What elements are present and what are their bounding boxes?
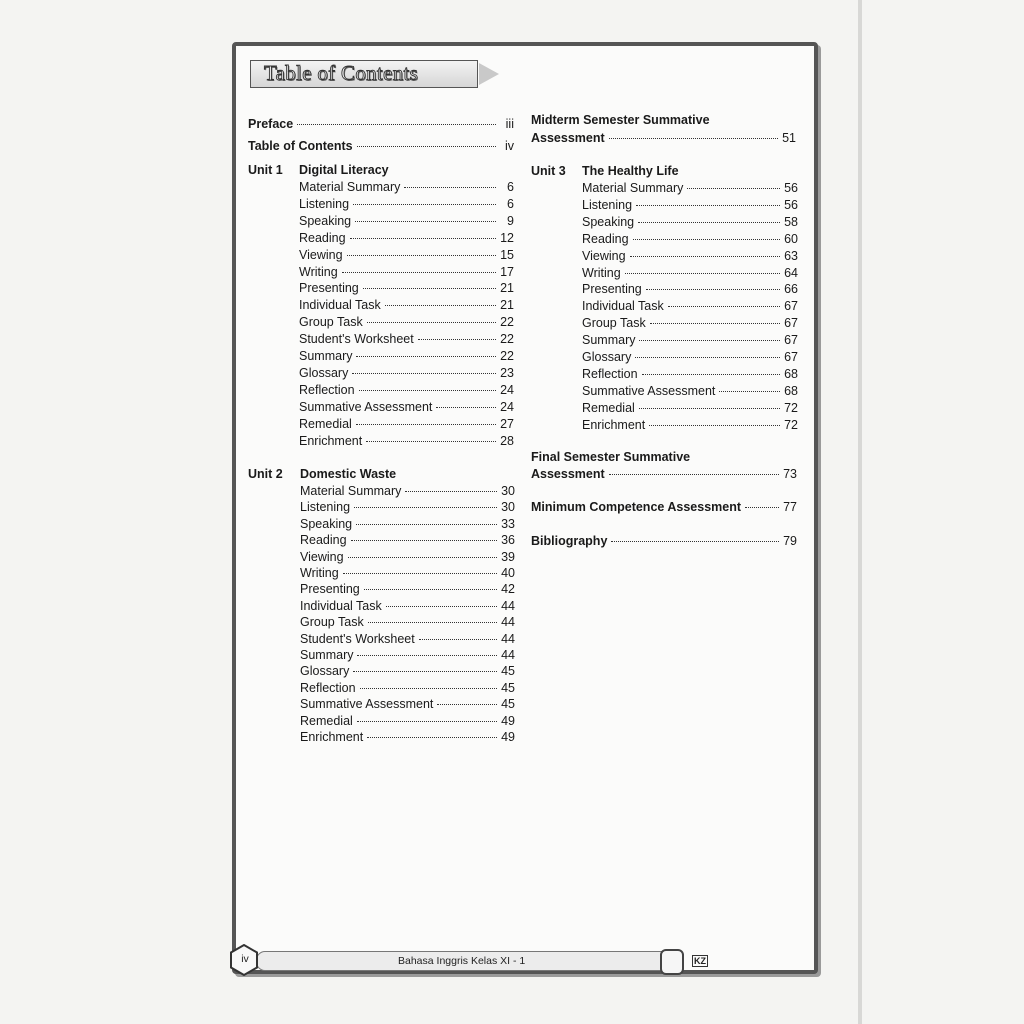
- unit-1-number: Unit 1: [248, 163, 283, 177]
- toc-entry[interactable]: [582, 315, 798, 331]
- toc-entry-page: 51: [782, 131, 796, 145]
- leader-dots: [368, 622, 497, 623]
- unit-1-title[interactable]: Digital Literacy: [299, 163, 389, 177]
- toc-entry-final[interactable]: [531, 466, 797, 482]
- toc-entry-page: 17: [500, 264, 514, 279]
- unit-2-number: Unit 2: [248, 467, 283, 481]
- leader-dots: [363, 288, 496, 289]
- toc-entry[interactable]: [299, 314, 514, 330]
- toc-entry-label: Enrichment: [582, 417, 646, 432]
- toc-entry-page: 30: [501, 484, 515, 498]
- leader-dots: [625, 273, 780, 274]
- leader-dots: [355, 221, 496, 222]
- leader-dots: [609, 138, 778, 139]
- leader-dots: [356, 424, 496, 425]
- toc-entry[interactable]: [582, 298, 798, 314]
- toc-entry-label: Summative Assessment: [582, 383, 716, 398]
- toc-entry-page: 73: [783, 467, 797, 481]
- toc-entry-page: 67: [784, 316, 798, 331]
- final-heading[interactable]: Final Semester Summative: [531, 450, 691, 464]
- toc-entry-page: 21: [500, 298, 514, 313]
- leader-dots: [385, 305, 496, 306]
- toc-entry[interactable]: [300, 516, 515, 532]
- toc-entry-label: Summary: [299, 349, 353, 363]
- leader-dots: [633, 239, 780, 240]
- toc-entry-label: Presenting: [300, 582, 360, 597]
- toc-entry-page: 33: [501, 516, 515, 531]
- toc-entry-label: Speaking: [582, 214, 635, 229]
- leader-dots: [367, 322, 496, 323]
- leader-dots: [405, 491, 497, 492]
- leader-dots: [419, 639, 497, 640]
- toc-entry-page: 67: [784, 333, 798, 348]
- leader-dots: [436, 407, 496, 408]
- toc-entry-label: Summative Assessment: [299, 399, 433, 414]
- toc-entry-page: 45: [501, 697, 515, 712]
- leader-dots: [437, 704, 497, 705]
- toc-entry-label: Reading: [300, 533, 347, 548]
- leader-dots: [342, 272, 496, 273]
- toc-entry-page: 27: [500, 416, 514, 431]
- toc-entry[interactable]: [582, 180, 798, 196]
- leader-dots: [635, 357, 780, 358]
- toc-entry-label: Writing: [299, 264, 338, 279]
- toc-entry-label: Summary: [582, 333, 636, 348]
- leader-dots: [367, 737, 497, 738]
- toc-entry-label: Reflection: [582, 366, 638, 381]
- footer-book-title: Bahasa Inggris Kelas XI - 1: [398, 955, 526, 967]
- toc-entry[interactable]: [582, 417, 798, 433]
- toc-entry-label: Material Summary: [300, 484, 402, 498]
- toc-entry-label: Viewing: [299, 247, 343, 262]
- toc-entry[interactable]: [582, 214, 798, 230]
- toc-entry-page: 58: [784, 214, 798, 229]
- toc-entry-label: Table of Contents: [248, 139, 353, 153]
- toc-entry[interactable]: [300, 696, 515, 712]
- toc-entry-label: Group Task: [300, 615, 364, 630]
- leader-dots: [668, 306, 780, 307]
- toc-entry-page: 23: [500, 365, 514, 380]
- leader-dots: [745, 507, 779, 508]
- toc-entry[interactable]: [299, 399, 514, 415]
- toc-entry[interactable]: [300, 499, 515, 515]
- toc-entry-page: iv: [504, 139, 514, 153]
- toc-entry-page: 24: [500, 399, 514, 414]
- unit-3-title[interactable]: The Healthy Life: [582, 164, 679, 178]
- toc-entry-label: Summative Assessment: [300, 697, 434, 712]
- toc-entry-page: 66: [784, 282, 798, 297]
- leader-dots: [359, 390, 496, 391]
- toc-entry-page: 40: [501, 566, 515, 580]
- toc-entry-page: 6: [507, 196, 514, 211]
- toc-entry[interactable]: [299, 247, 514, 263]
- leader-dots: [343, 573, 497, 574]
- leader-dots: [356, 524, 497, 525]
- leader-dots: [649, 425, 780, 426]
- toc-entry-page: 79: [783, 534, 797, 548]
- leader-dots: [353, 671, 497, 672]
- leader-dots: [404, 187, 496, 188]
- leader-dots: [364, 589, 497, 590]
- toc-entry-minimum-competence[interactable]: [531, 499, 797, 515]
- toc-entry-label: Assessment: [531, 131, 605, 145]
- leader-dots: [646, 289, 780, 290]
- toc-entry-page: 15: [500, 247, 514, 262]
- leader-dots: [609, 474, 779, 475]
- toc-entry-label: Listening: [299, 196, 350, 211]
- toc-entry-page: 9: [507, 213, 514, 228]
- leader-dots: [348, 557, 497, 558]
- toc-entry[interactable]: [299, 230, 514, 246]
- leader-dots: [352, 373, 496, 374]
- toc-entry[interactable]: [299, 331, 514, 347]
- toc-entry-page: 44: [501, 631, 515, 646]
- toc-entry[interactable]: [299, 264, 514, 280]
- toc-entry-page: 44: [501, 615, 515, 630]
- toc-entry-page: 49: [501, 713, 515, 728]
- leader-dots: [636, 205, 780, 206]
- toc-entry[interactable]: [300, 713, 515, 729]
- toc-entry-label: Group Task: [299, 315, 363, 330]
- toc-entry-label: Reading: [299, 230, 346, 245]
- toc-entry-page: 44: [501, 648, 515, 662]
- toc-entry-label: Summary: [300, 648, 354, 662]
- toc-entry-page: 64: [784, 265, 798, 280]
- toc-entry[interactable]: [582, 400, 798, 416]
- toc-entry-label: Preface: [248, 117, 294, 131]
- toc-entry-page: 42: [501, 582, 515, 597]
- toc-entry[interactable]: [582, 248, 798, 264]
- leader-dots: [350, 238, 496, 239]
- toc-entry-page: 44: [501, 598, 515, 613]
- toc-entry-label: Reflection: [299, 382, 355, 397]
- toc-entry-label: Listening: [582, 197, 633, 212]
- toc-entry[interactable]: [300, 549, 515, 565]
- toc-entry-page: 45: [501, 664, 515, 679]
- toc-entry-page: 77: [783, 500, 797, 514]
- toc-entry[interactable]: [300, 483, 515, 499]
- toc-entry[interactable]: [582, 281, 798, 297]
- toc-entry-label: Listening: [300, 500, 351, 515]
- midterm-heading[interactable]: Midterm Semester Summative: [531, 113, 710, 127]
- toc-entry[interactable]: [582, 197, 798, 213]
- leader-dots: [353, 204, 496, 205]
- toc-entry[interactable]: [582, 265, 798, 281]
- toc-entry[interactable]: [299, 179, 514, 195]
- leader-dots: [639, 340, 780, 341]
- toc-entry-label: Individual Task: [300, 598, 382, 613]
- toc-entry-page: 72: [784, 400, 798, 415]
- toc-entry-label: Enrichment: [300, 730, 364, 744]
- leader-dots: [357, 655, 497, 656]
- toc-entry-page: 49: [501, 730, 515, 744]
- toc-entry-page: 68: [784, 366, 798, 381]
- leader-dots: [366, 441, 496, 442]
- toc-entry-page: 45: [501, 680, 515, 695]
- toc-entry-page: 12: [500, 230, 514, 245]
- footer-bar-cap: [660, 949, 684, 975]
- toc-entry[interactable]: [582, 366, 798, 382]
- toc-entry-label: Group Task: [582, 316, 646, 331]
- toc-entry-page: 60: [784, 231, 798, 246]
- toc-entry-label: Viewing: [582, 248, 626, 263]
- toc-entry[interactable]: [299, 196, 514, 212]
- page-edge: [858, 0, 862, 1024]
- toc-entry[interactable]: [300, 663, 515, 679]
- toc-entry-label: Remedial: [299, 416, 352, 431]
- toc-entry-page: 22: [500, 332, 514, 347]
- toc-entry-label: Reflection: [300, 680, 356, 695]
- toc-entry-page: 67: [784, 350, 798, 364]
- page-title: Table of Contents: [264, 61, 419, 85]
- toc-entry[interactable]: [582, 332, 798, 348]
- leader-dots: [650, 323, 780, 324]
- toc-entry-label: Speaking: [299, 213, 352, 228]
- leader-dots: [356, 356, 496, 357]
- toc-entry-page: 56: [784, 181, 798, 195]
- toc-entry-label: Glossary: [582, 350, 632, 364]
- toc-entry-label: Glossary: [300, 664, 350, 679]
- leader-dots: [360, 688, 497, 689]
- toc-entry[interactable]: [299, 213, 514, 229]
- toc-entry-bibliography[interactable]: [531, 533, 797, 549]
- leader-dots: [630, 256, 780, 257]
- toc-entry-label: Material Summary: [299, 180, 401, 194]
- leader-dots: [719, 391, 780, 392]
- toc-entry-label: Viewing: [300, 549, 344, 564]
- toc-entry-label: Student's Worksheet: [300, 631, 415, 646]
- toc-entry[interactable]: [300, 631, 515, 647]
- toc-entry-label: Writing: [300, 566, 339, 580]
- toc-entry[interactable]: [299, 382, 514, 398]
- toc-entry-page: 6: [507, 180, 514, 194]
- leader-dots: [297, 124, 496, 125]
- toc-entry[interactable]: [582, 231, 798, 247]
- leader-dots: [386, 606, 497, 607]
- toc-entry-label: Reading: [582, 231, 629, 246]
- page-number: iv: [241, 953, 249, 965]
- toc-entry[interactable]: [300, 680, 515, 696]
- leader-dots: [639, 408, 780, 409]
- toc-entry-label: Material Summary: [582, 181, 684, 195]
- toc-entry-label: Presenting: [299, 281, 359, 296]
- toc-entry[interactable]: [299, 433, 514, 449]
- toc-entry-page: 22: [500, 349, 514, 363]
- leader-dots: [351, 540, 497, 541]
- toc-entry[interactable]: [300, 581, 515, 597]
- toc-entry-page: 67: [784, 299, 798, 314]
- toc-entry-page: 21: [500, 281, 514, 296]
- leader-dots: [357, 721, 497, 722]
- toc-entry-label: Presenting: [582, 282, 642, 297]
- toc-entry-page: 30: [501, 500, 515, 515]
- toc-entry-midterm[interactable]: [531, 130, 796, 146]
- unit-3-number: Unit 3: [531, 164, 566, 178]
- leader-dots: [357, 146, 496, 147]
- leader-dots: [347, 255, 496, 256]
- leader-dots: [418, 339, 496, 340]
- toc-entry-label: Remedial: [300, 713, 353, 728]
- toc-entry-page: iii: [505, 117, 514, 131]
- toc-entry-page: 39: [501, 549, 515, 564]
- toc-entry-label: Writing: [582, 265, 621, 280]
- toc-entry-label: Minimum Competence Assessment: [531, 500, 742, 514]
- toc-entry[interactable]: [300, 598, 515, 614]
- toc-entry-label: Individual Task: [582, 299, 664, 314]
- toc-entry-page: 63: [784, 248, 798, 263]
- toc-entry[interactable]: [300, 647, 515, 663]
- unit-2-title[interactable]: Domestic Waste: [300, 467, 397, 481]
- toc-entry-label: Assessment: [531, 467, 605, 481]
- leader-dots: [687, 188, 780, 189]
- leader-dots: [642, 374, 780, 375]
- toc-entry[interactable]: [582, 349, 798, 365]
- toc-entry[interactable]: [300, 565, 515, 581]
- toc-entry-label: Remedial: [582, 400, 635, 415]
- toc-entry[interactable]: [582, 383, 798, 399]
- toc-entry-label: Enrichment: [299, 433, 363, 448]
- toc-entry[interactable]: [300, 614, 515, 630]
- toc-entry-page: 28: [500, 433, 514, 448]
- leader-dots: [611, 541, 779, 542]
- toc-entry-page: 56: [784, 197, 798, 212]
- toc-entry[interactable]: [299, 348, 514, 364]
- toc-entry[interactable]: [300, 729, 515, 745]
- toc-entry[interactable]: [299, 365, 514, 381]
- toc-entry[interactable]: [299, 280, 514, 296]
- footer-logo-mark: KZ: [694, 956, 706, 966]
- toc-entry-label: Speaking: [300, 516, 353, 531]
- toc-entry-page: 68: [784, 383, 798, 398]
- toc-entry-preface[interactable]: [248, 116, 514, 132]
- toc-entry-label: Bibliography: [531, 534, 608, 548]
- toc-entry-page: 72: [784, 417, 798, 432]
- toc-entry[interactable]: [299, 416, 514, 432]
- toc-entry[interactable]: [299, 297, 514, 313]
- leader-dots: [354, 507, 497, 508]
- toc-entry[interactable]: [300, 532, 515, 548]
- toc-entry-page: 36: [501, 533, 515, 548]
- toc-entry-page: 24: [500, 382, 514, 397]
- toc-entry-label: Glossary: [299, 365, 349, 380]
- toc-entry-table-of-contents[interactable]: [248, 138, 514, 154]
- toc-entry-label: Student's Worksheet: [299, 332, 414, 347]
- toc-entry-page: 22: [500, 315, 514, 330]
- leader-dots: [638, 222, 780, 223]
- toc-entry-label: Individual Task: [299, 298, 381, 313]
